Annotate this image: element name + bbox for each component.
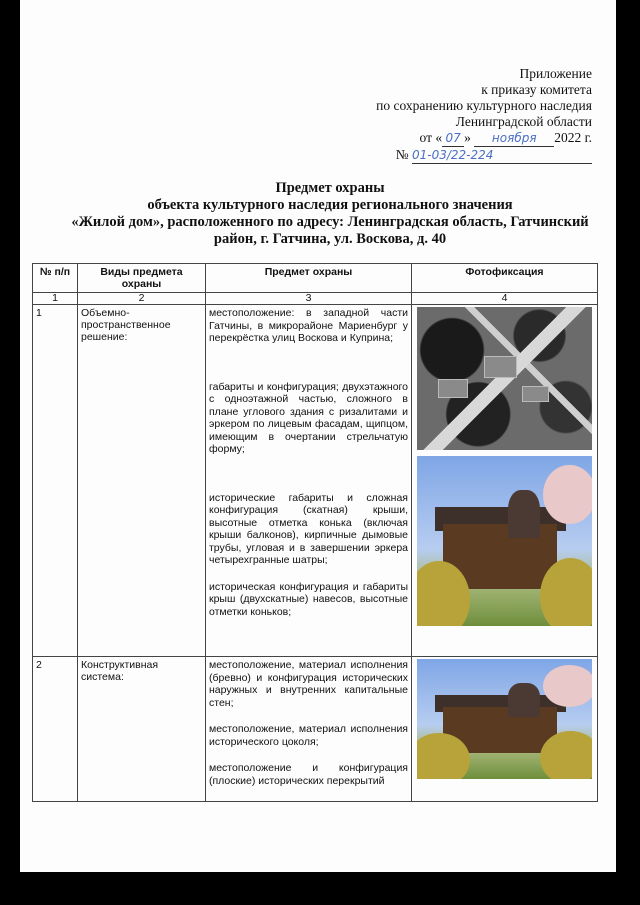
column-number: 2 xyxy=(78,293,206,305)
header-line-2: к приказу комитета xyxy=(481,82,592,97)
protection-item: местоположение, материал исполнения (бревно) и конфигурация исторических наружных и внутренних капитальные стен; xyxy=(209,659,408,709)
column-number: 3 xyxy=(206,293,412,305)
house-photo xyxy=(417,659,592,779)
protection-item: исторические габариты и сложная конфигурация (скатная) крыши, высотные отметка конька (включая крыши балконов), кирпичные дымовые трубы, угловая и в завершении эркера четырехгранные шатры; xyxy=(209,491,408,566)
header-cell: № п/п xyxy=(33,264,78,293)
protection-item: историческая конфигурация и габариты крыш (двухскатные) навесов, высотные отметки коньков; xyxy=(209,580,408,618)
appendix-header xyxy=(376,66,592,164)
document-title xyxy=(40,180,620,248)
house-photo xyxy=(417,456,592,626)
protection-type: Объемно-пространственное решение: xyxy=(78,305,206,657)
column-number: 1 xyxy=(33,293,78,305)
row-number: 1 xyxy=(33,305,78,657)
order-number: № 01-03/22-224 xyxy=(376,147,592,164)
protection-item: местоположение и конфигурация (плоские) исторических перекрытий xyxy=(209,762,408,787)
row-number: 2 xyxy=(33,657,78,802)
header-line-1: Приложение xyxy=(519,66,592,81)
protection-item: габариты и конфигурация; двухэтажного с одноэтажной частью, сложного в плане углового здания с ризалитами и эркером по лицевым фасадам, щипцом, имеющим в очертании стрельчатую форму; xyxy=(209,380,408,455)
table-row xyxy=(33,657,598,802)
header-cell: Виды предмета охраны xyxy=(78,264,206,293)
title-line-1: Предмет охраны xyxy=(275,180,385,196)
header-cell: Предмет охраны xyxy=(206,264,412,293)
header-cell: Фотофиксация xyxy=(412,264,598,293)
table-row xyxy=(33,305,598,657)
protection-item: местоположение: в западной части Гатчины, в микрорайоне Мариенбург у перекрёстка улиц Воскова и Куприна; xyxy=(209,307,408,344)
photo-cell xyxy=(412,305,598,657)
order-date: от « 07 » ноября 2022 г. xyxy=(419,130,592,145)
title-line-2: объекта культурного наследия регионального значения xyxy=(147,197,513,213)
column-number: 4 xyxy=(412,293,598,305)
title-line-3: «Жилой дом», расположенного по адресу: Ленинградская область, Гатчинский xyxy=(71,214,589,230)
title-line-4: район, г. Гатчина, ул. Воскова, д. 40 xyxy=(213,231,447,247)
date-month: ноября xyxy=(474,130,554,147)
header-line-3: по сохранению культурного наследия xyxy=(376,98,592,113)
table-header-row xyxy=(33,264,598,293)
protection-items xyxy=(206,305,412,657)
protection-item: местоположение, материал исполнения исторического цоколя; xyxy=(209,723,408,748)
aerial-photo xyxy=(417,307,592,450)
protection-type: Конструктивная система: xyxy=(78,657,206,802)
column-number-row xyxy=(33,293,598,305)
header-line-4: Ленинградской области xyxy=(455,114,592,129)
protection-table xyxy=(32,263,598,802)
photo-cell xyxy=(412,657,598,802)
date-day: 07 xyxy=(442,130,464,147)
number-value: 01-03/22-224 xyxy=(412,147,592,164)
protection-items xyxy=(206,657,412,802)
